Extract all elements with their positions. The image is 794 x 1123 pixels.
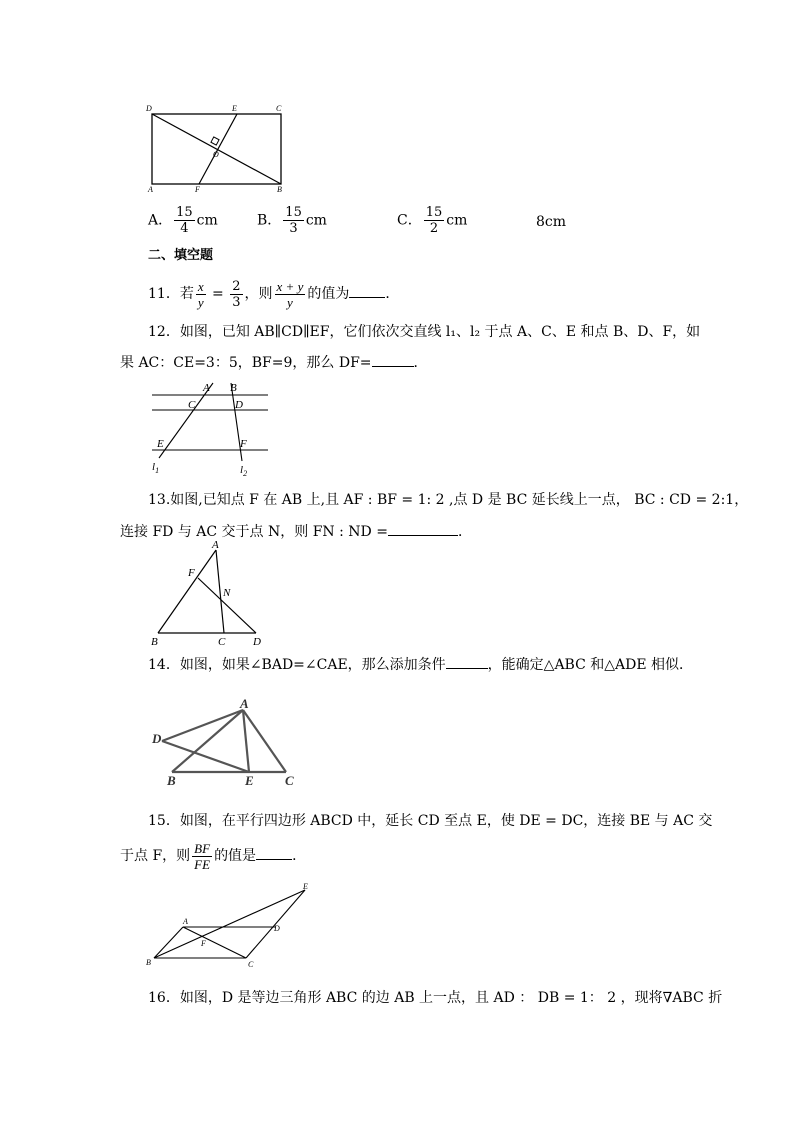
fig12-label-B: B (230, 382, 237, 394)
fig12-label-E: E (157, 438, 164, 450)
option-letter: C． (397, 212, 422, 229)
question-12-line1: 12．如图，已知 AB∥CD∥EF，它们依次交直线 l₁、l₂ 于点 A、C、E 和点 B、D、F，如 (148, 324, 701, 340)
q13-triangle-figure (140, 538, 275, 650)
svg-text:l1: $l_1$ (152, 461, 160, 475)
unit: cm (446, 212, 468, 229)
answer-blank[interactable] (388, 521, 458, 536)
fig13-label-N: N (223, 587, 231, 599)
fig14-label-E: E (245, 773, 254, 788)
fig12-label-F: F (240, 438, 247, 450)
fig10-label-O: O (213, 150, 219, 159)
option-letter: A． (148, 212, 173, 229)
fig10-label-D: D (146, 104, 152, 113)
fig12-label-D: D (235, 399, 243, 411)
fig12-label-C: C (188, 399, 196, 411)
section-title: 二、填空题 (148, 248, 214, 263)
fig15-label-E: E (303, 882, 308, 891)
fig15-label-A: A (183, 917, 188, 926)
fig14-label-D: D (152, 731, 162, 746)
fig10-label-E: E (232, 104, 237, 113)
question-11: 11．若 $\frac{x}{y}$ = $\frac{2}{3}$ ，则 $\frac{x + y}{y}$ 的值为 ． (148, 278, 400, 310)
answer-blank[interactable] (256, 845, 292, 860)
fig14-label-C: C (285, 773, 294, 788)
question-16-line1: 16．如图，D 是等边三角形 ABC 的边 AB 上一点，且 AD ： DB = 1： 2 ，现将∇ABC 折 (148, 990, 723, 1006)
fig13-label-C: C (218, 636, 226, 648)
q10-rectangle-figure (140, 100, 300, 195)
fig12-label-l2: l (240, 464, 244, 476)
fig10-label-B: B (277, 185, 282, 194)
fig10-label-A: A (148, 185, 153, 194)
q12-parallel-lines-figure (140, 380, 280, 478)
fig14-label-B: B (167, 773, 176, 788)
question-15-line2: 于点 F，则 $\frac{BF}{FE}$ 的值是 ． (120, 840, 307, 872)
fig15-label-F: F (201, 939, 206, 948)
question-13-line2: 连接 FD 与 AC 交于点 N，则 FN : ND = ． (120, 521, 680, 542)
fig10-label-C: C (276, 104, 282, 113)
fraction: $\frac{15}{4}$ (176, 205, 193, 236)
q14-triangle-figure (145, 693, 305, 788)
question-15-line1: 15．如图，在平行四边形 ABCD 中，延长 CD 至点 E，使 DE = DC，连接 BE 与 AC 交 (148, 813, 713, 829)
answer-blank[interactable] (372, 352, 414, 367)
fig14-label-A: A (240, 696, 249, 711)
answer-blank[interactable] (446, 654, 488, 669)
unit: cm (305, 212, 327, 229)
question-12-line2: 果 AC：CE=3：5，BF=9，那么 DF= ． (120, 352, 680, 373)
q10-option-d[interactable] (536, 212, 566, 232)
svg-text:l2: $l_2$ (240, 464, 248, 478)
fig10-label-F: F (195, 185, 200, 194)
unit: cm (196, 212, 218, 229)
q10-option-a[interactable] (148, 205, 218, 236)
q15-parallelogram-figure (140, 880, 325, 972)
fig13-label-D: D (253, 636, 261, 648)
option-letter: B． (257, 212, 282, 229)
fraction: $\frac{15}{3}$ (285, 205, 302, 236)
fig12-label-A: A (203, 382, 210, 394)
question-13-line1: 13.如图,已知点 F 在 AB 上,且 AF : BF = 1: 2 ,点 D 是 BC 延长线上一点， BC : CD = 2:1， (148, 492, 749, 508)
fig12-label-l1: l (152, 461, 156, 473)
fraction: $\frac{15}{2}$ (425, 205, 443, 236)
fig15-label-B: B (146, 958, 151, 967)
option-text: 8cm (536, 214, 567, 230)
answer-blank[interactable] (349, 283, 385, 298)
fig13-label-B: B (151, 636, 158, 648)
fig13-label-F: F (188, 567, 195, 579)
fig15-label-C: C (248, 960, 254, 969)
fig15-label-D: D (274, 924, 280, 933)
question-14: 14．如图，如果∠BAD=∠CAE，那么添加条件 ，能确定△ABC 和△ADE 相似． (148, 654, 708, 675)
q10-option-b[interactable] (257, 205, 327, 236)
fig13-label-A: A (212, 539, 219, 551)
q10-option-c[interactable] (397, 205, 467, 236)
